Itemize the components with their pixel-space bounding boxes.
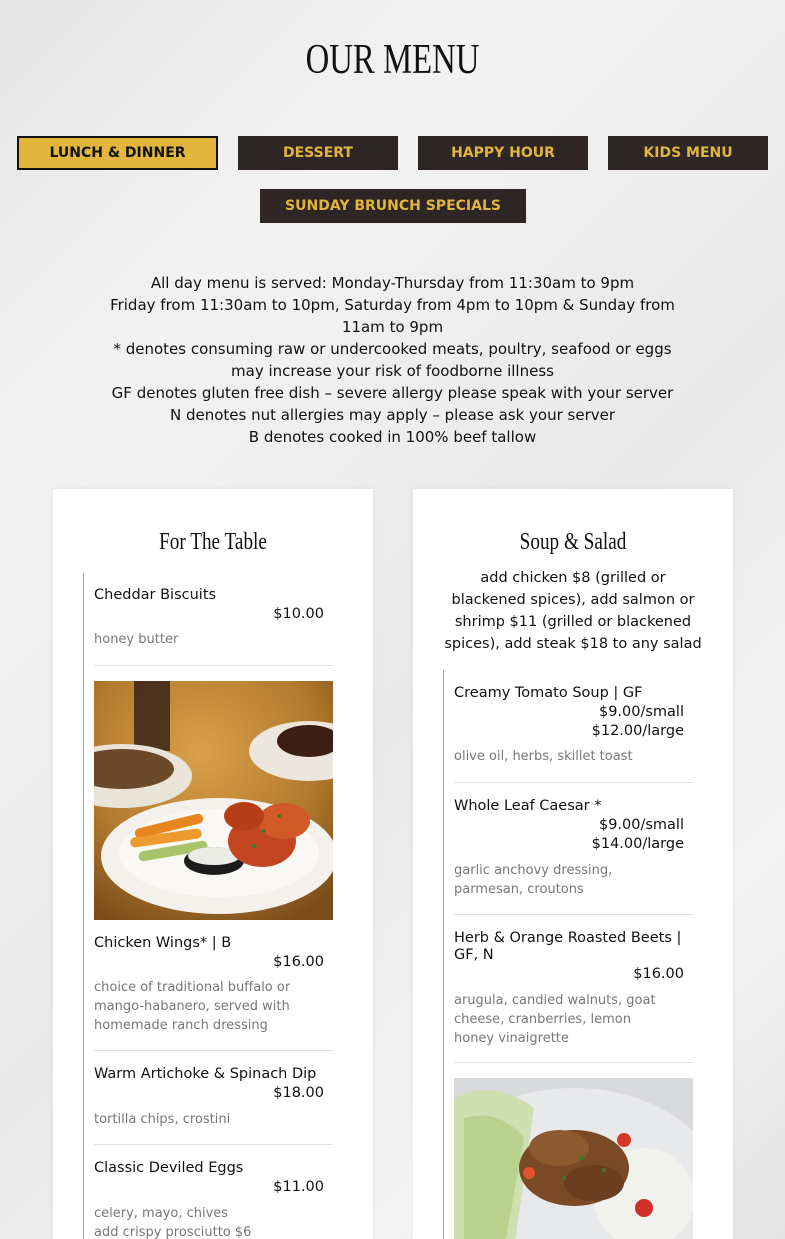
- info-line-gf: GF denotes gluten free dish – severe allergy please speak with your server: [111, 384, 674, 402]
- item-description: olive oil, herbs, skillet toast: [454, 749, 633, 764]
- info-line-beef-tallow: B denotes cooked in 100% beef tallow: [248, 428, 537, 446]
- tab-happy-hour[interactable]: HAPPY HOUR: [418, 136, 588, 170]
- item-description: honey butter: [94, 632, 179, 647]
- item-price-large: $14.00/large: [591, 836, 684, 852]
- item-name: Cheddar Biscuits: [94, 587, 217, 603]
- item-price: $10.00: [273, 606, 324, 622]
- section-title: For The Table: [159, 529, 267, 555]
- tab-kids-menu[interactable]: KIDS MENU: [608, 136, 768, 170]
- menu-item-deviled-eggs[interactable]: [94, 1160, 334, 1239]
- item-description: garlic anchovy dressing, parmesan, croutons: [454, 863, 613, 897]
- menu-item-tomato-soup[interactable]: [454, 685, 694, 775]
- page-title: OUR MENU: [305, 37, 480, 83]
- tab-lunch-dinner[interactable]: LUNCH & DINNER: [17, 136, 218, 170]
- item-divider: [94, 1144, 333, 1145]
- item-price-small: $9.00/small: [598, 817, 684, 833]
- item-name: Warm Artichoke & Spinach Dip: [94, 1066, 317, 1082]
- item-description: tortilla chips, crostini: [94, 1112, 231, 1127]
- menu-info: [100, 272, 685, 448]
- item-description: choice of traditional buffalo or mango-habanero, served with homemade ranch dressing: [94, 980, 291, 1033]
- menu-item-cheddar-biscuits[interactable]: [94, 587, 334, 657]
- tab-sunday-brunch[interactable]: SUNDAY BRUNCH SPECIALS: [260, 189, 526, 223]
- menu-card-for-the-table: [53, 489, 373, 1239]
- item-description: celery, mayo, chives: [94, 1206, 229, 1221]
- item-name: Classic Deviled Eggs: [94, 1160, 244, 1176]
- item-divider: [94, 1050, 333, 1051]
- item-divider: [454, 914, 693, 915]
- item-name: Whole Leaf Caesar *: [454, 798, 602, 814]
- chicken-wings-photo: [94, 681, 333, 920]
- item-divider: [454, 782, 693, 783]
- menu-item-roasted-beets[interactable]: [454, 930, 694, 1050]
- item-divider: [94, 665, 333, 666]
- item-name: Herb & Orange Roasted Beets | GF, N: [454, 930, 682, 963]
- item-price-large: $12.00/large: [591, 723, 684, 739]
- section-accent-line: [443, 670, 444, 1239]
- menu-item-artichoke-dip[interactable]: [94, 1066, 334, 1126]
- menu-item-chicken-wings[interactable]: [94, 935, 334, 1035]
- section-note: add chicken $8 (grilled or blackened spices), add salmon or shrimp $11 (grilled or blackened spices), add steak $18 to any salad: [444, 570, 702, 652]
- info-line-raw-warning: * denotes consuming raw or undercooked meats, poultry, seafood or eggs may increase your risk of foodborne illness: [113, 340, 672, 380]
- section-title: Soup & Salad: [519, 529, 627, 555]
- item-name: Chicken Wings* | B: [94, 935, 232, 951]
- item-price: $16.00: [273, 954, 324, 970]
- menu-item-caesar[interactable]: [454, 798, 694, 898]
- item-price: $16.00: [633, 966, 684, 982]
- info-line-nut: N denotes nut allergies may apply – please ask your server: [169, 406, 616, 424]
- item-description: arugula, candied walnuts, goat cheese, cranberries, lemon honey vinaigrette: [454, 993, 656, 1046]
- wedge-salad-photo: [454, 1078, 693, 1239]
- item-price-small: $9.00/small: [598, 704, 684, 720]
- item-price: $18.00: [273, 1085, 324, 1101]
- info-line-hours: All day menu is served: Monday-Thursday from 11:30am to 9pm: [150, 274, 635, 292]
- item-name: Creamy Tomato Soup | GF: [454, 685, 643, 701]
- menu-card-soup-salad: [413, 489, 733, 1239]
- item-divider: [454, 1062, 693, 1063]
- section-accent-line: [83, 573, 84, 1239]
- tab-dessert[interactable]: DESSERT: [238, 136, 398, 170]
- info-line-weekend-hours: Friday from 11:30am to 10pm, Saturday from 4pm to 10pm & Sunday from 11am to 9pm: [110, 296, 675, 336]
- item-addon: add crispy prosciutto $6: [94, 1225, 252, 1239]
- item-price: $11.00: [273, 1179, 324, 1195]
